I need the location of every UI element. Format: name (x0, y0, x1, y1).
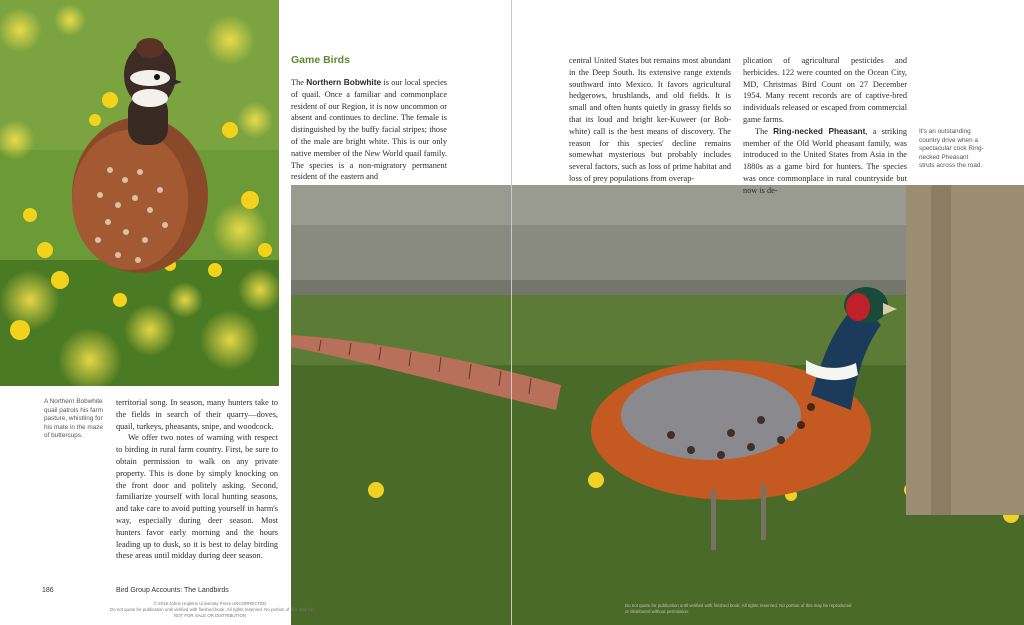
species-name-bobwhite: Northern Bobwhite (306, 77, 382, 87)
legal-line: Do not quote for publication until verified with finished book. All rights reserved. No portion of this may be (110, 607, 314, 612)
copyright-notice-left (110, 601, 314, 619)
text-run: The (755, 126, 774, 136)
pheasant-illustration (291, 185, 1024, 625)
copyright-notice-right (625, 603, 852, 615)
body-column-2 (569, 55, 731, 185)
spread-gutter-line (511, 0, 512, 625)
bobwhite-continued-paragraph: central United States but remains most abundant in the Deep South. Its extensive range extends southward into Mexico. It favors agricultural hedgerows, brushlands, and old fields. It is small and often hunts quietly in grassy fields so that its loud and bright ker-Kuweer (or Bob-white) call is the best means of discovery. The reason for this species' decline remains somewhat mysterious but probably includes several factors, such as loss of prime habitat and loss of prey populations from overap- (569, 56, 731, 183)
text-run: is our local species of quail. Once a familiar and commonplace resident of our Region, it is now uncommon or absent and continues to decline. The female is distinguished by the buffy facial stripes; those of the male are bright white. This is our only native member of the New World quail family. The species is a non-migratory permanent resident of the eastern and (291, 78, 447, 182)
legal-line: or distributed without permission. (625, 609, 690, 614)
quail-illustration (0, 0, 279, 386)
northern-bobwhite-photo (0, 0, 279, 386)
legal-line: Do not quote for publication until verified with finished book. All rights reserved. No portion of this may be reproduced (625, 603, 852, 608)
warning-paragraph: We offer two notes of warning with respect to birding in rural farm country. First, be sure to obtain permission to walk on any private property. This is done by simply knocking on the front door and politely asking. Second, familiarize yourself with local hunting seasons, and take care to avoid putting yourself in harm's way, especially during deer season. Most hunters favor early morning and the hours leading up to dusk, so it is best to delay birding these areas until midday during deer season. (116, 433, 278, 561)
pheasant-paragraph (743, 126, 907, 197)
legal-line: NOT FOR SALE OR DISTRIBUTION (173, 613, 247, 618)
section-title: Game Birds (291, 54, 350, 66)
body-column-4 (116, 397, 278, 562)
text-run: , a striking member of the Old World pheasant family, was introduced to the United States from Asia in the 1880s as a game bird for hunters. The species was once commonplace in rural countryside but now is de- (743, 126, 907, 195)
pheasant-photo-caption: It's an outstanding country drive when a spectacular cock Ring-necked Pheasant struts across the road. (919, 128, 984, 169)
text-run: The (291, 78, 307, 87)
running-footer: Bird Group Accounts: The Landbirds (116, 587, 229, 594)
legal-line: © 2019 Johns Hopkins University Press UNCORRECTED (153, 601, 267, 606)
bobwhite-photo-caption: A Northern Bobwhite quail patrols his farm pasture, whistling for his mate in the maze of buttercups. (44, 398, 103, 439)
bobwhite-records-paragraph: plication of agricultural pesticides and herbicides. 122 were counted on the Ocean City, MD, Christmas Bird Count on 27 December 1954. Many recent records are of captive-bred individuals released or escaped from commercial game farms. (743, 56, 907, 124)
page-number: 186 (42, 587, 54, 594)
ring-necked-pheasant-photo (291, 185, 1024, 625)
bobwhite-paragraph (291, 77, 447, 183)
species-name-pheasant: Ring-necked Pheasant (773, 125, 866, 136)
body-column-1 (291, 77, 447, 183)
body-column-3 (743, 55, 907, 197)
territorial-song-paragraph: territorial song. In season, many hunters take to the fields in search of their quarry—doves, quail, turkeys, pheasants, snipe, and woodcock. (116, 398, 278, 431)
